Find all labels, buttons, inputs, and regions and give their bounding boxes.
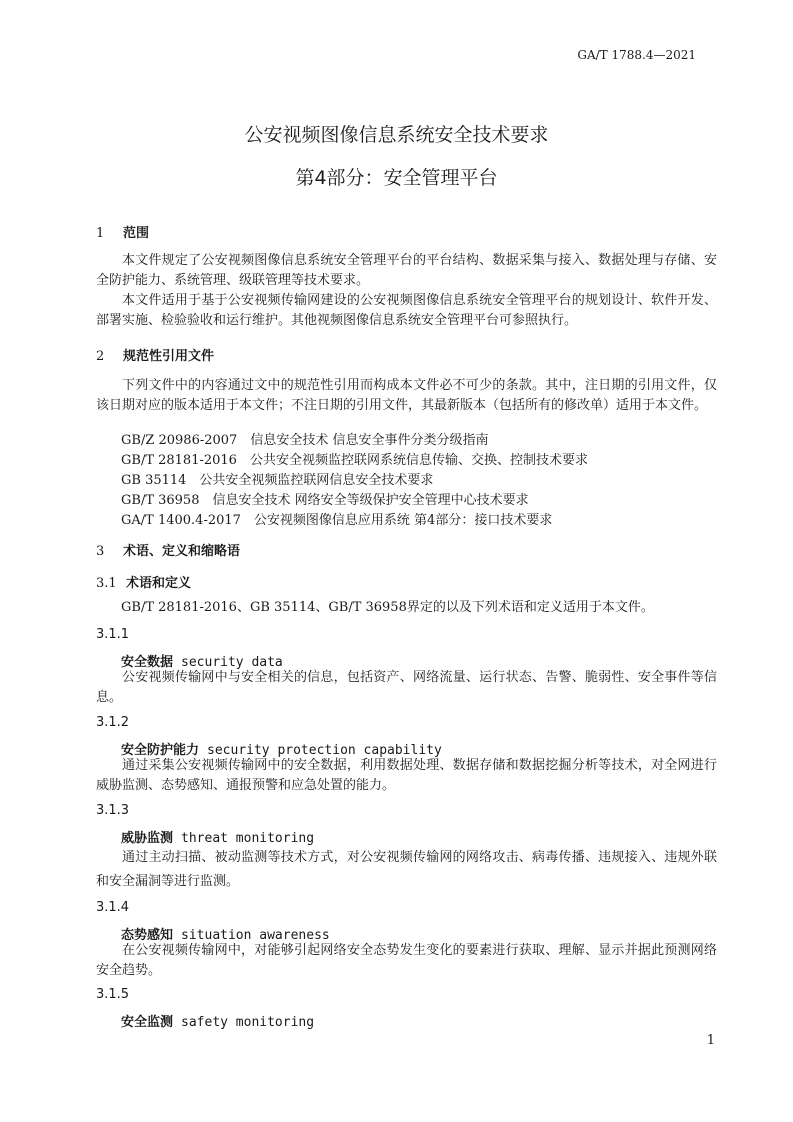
- paragraph: 在公安视频传输网中，对能够引起网络安全态势发生变化的要素进行获取、理解、显示并据此预测网络安全趋势。: [96, 943, 717, 978]
- term-en: threat monitoring: [181, 831, 315, 846]
- term-zh: 威胁监测: [121, 831, 174, 846]
- term-zh: 安全监测: [121, 1015, 174, 1030]
- paragraph: 本文件规定了公安视频图像信息系统安全管理平台的平台结构、数据采集与接入、数据处理与存储、安全防护能力、系统管理、级联管理等技术要求。: [96, 253, 717, 288]
- term-zh: 态势感知: [121, 928, 174, 943]
- section-2-intro: [96, 376, 717, 416]
- clause-number: 3.1.5: [96, 987, 130, 1002]
- term-en: safety monitoring: [181, 1015, 315, 1030]
- paragraph: 下列文件中的内容通过文中的规范性引用而构成本文件必不可少的条款。其中，注日期的引用文件，仅该日期对应的版本适用于本文件；不注日期的引用文件，其最新版本（包括所有的修改单）适用于本文件。: [96, 378, 717, 413]
- page-title: 公安视频图像信息系统安全技术要求: [244, 124, 549, 146]
- term-en: situation awareness: [181, 928, 330, 943]
- section-number: 2: [96, 349, 105, 364]
- clause-number: 3.1.2: [96, 715, 130, 730]
- term-zh: 安全数据: [121, 655, 174, 670]
- paragraph: 本文件适用于基于公安视频传输网建设的公安视频图像信息系统安全管理平台的规划设计、软件开发、部署实施、检验验收和运行维护。其他视频图像信息系统安全管理平台可参照执行。: [96, 293, 717, 328]
- section-3-heading: [96, 540, 240, 559]
- term-definition: [96, 668, 717, 708]
- page-subtitle: 第4部分：安全管理平台: [295, 167, 498, 189]
- clause-number: 3.1.4: [96, 900, 130, 915]
- term-definition: [96, 756, 717, 796]
- clause-number: 3.1.3: [96, 803, 130, 818]
- term-definition: [96, 941, 717, 981]
- subsection-heading: [96, 572, 191, 591]
- section-1-body: [96, 251, 717, 331]
- section-1-heading: [96, 222, 149, 241]
- reference-item: GB/T 28181-2016 公共安全视频监控联网系统信息传输、交换、控制技术要求: [121, 453, 588, 468]
- section-2-heading: [96, 345, 214, 364]
- section-number: 1: [96, 226, 105, 241]
- document-id: GA/T 1788.4—2021: [577, 48, 696, 62]
- paragraph: 公安视频传输网中与安全相关的信息，包括资产、网络流量、运行状态、告警、脆弱性、安全事件等信息。: [96, 670, 717, 705]
- section-title: 范围: [123, 226, 150, 241]
- paragraph: 通过主动扫描、被动监测等技术方式，对公安视频传输网的网络攻击、病毒传播、违规接入、违规外联和安全漏洞等进行监测。: [96, 850, 717, 889]
- subsection-title: 术语和定义: [126, 576, 192, 591]
- term-en: security data: [181, 655, 283, 670]
- paragraph: 通过采集公安视频传输网中的安全数据，利用数据处理、数据存储和数据挖掘分析等技术，对全网进行威胁监测、态势感知、通报预警和应急处置的能力。: [96, 758, 717, 793]
- reference-item: GA/T 1400.4-2017 公安视频图像信息应用系统 第4部分：接口技术要求: [121, 513, 553, 528]
- clause-number: 3.1.1: [96, 627, 130, 642]
- subsection-intro: GB/T 28181-2016、GB 35114、GB/T 36958界定的以及下列术语和定义适用于本文件。: [121, 600, 654, 615]
- term-entry: [121, 1011, 314, 1030]
- term-entry: [121, 827, 314, 846]
- section-number: 3: [96, 544, 105, 559]
- term-en: security protection capability: [207, 743, 442, 758]
- subsection-number: 3.1: [96, 576, 117, 591]
- term-zh: 安全防护能力: [121, 743, 200, 758]
- reference-item: GB/Z 20986-2007 信息安全技术 信息安全事件分类分级指南: [121, 433, 489, 448]
- section-title: 规范性引用文件: [123, 349, 215, 364]
- section-title: 术语、定义和缩略语: [123, 544, 241, 559]
- term-definition: [96, 846, 717, 894]
- reference-item: GB/T 36958 信息安全技术 网络安全等级保护安全管理中心技术要求: [121, 493, 529, 508]
- page-number: 1: [706, 1033, 715, 1048]
- reference-item: GB 35114 公共安全视频监控联网信息安全技术要求: [121, 473, 434, 488]
